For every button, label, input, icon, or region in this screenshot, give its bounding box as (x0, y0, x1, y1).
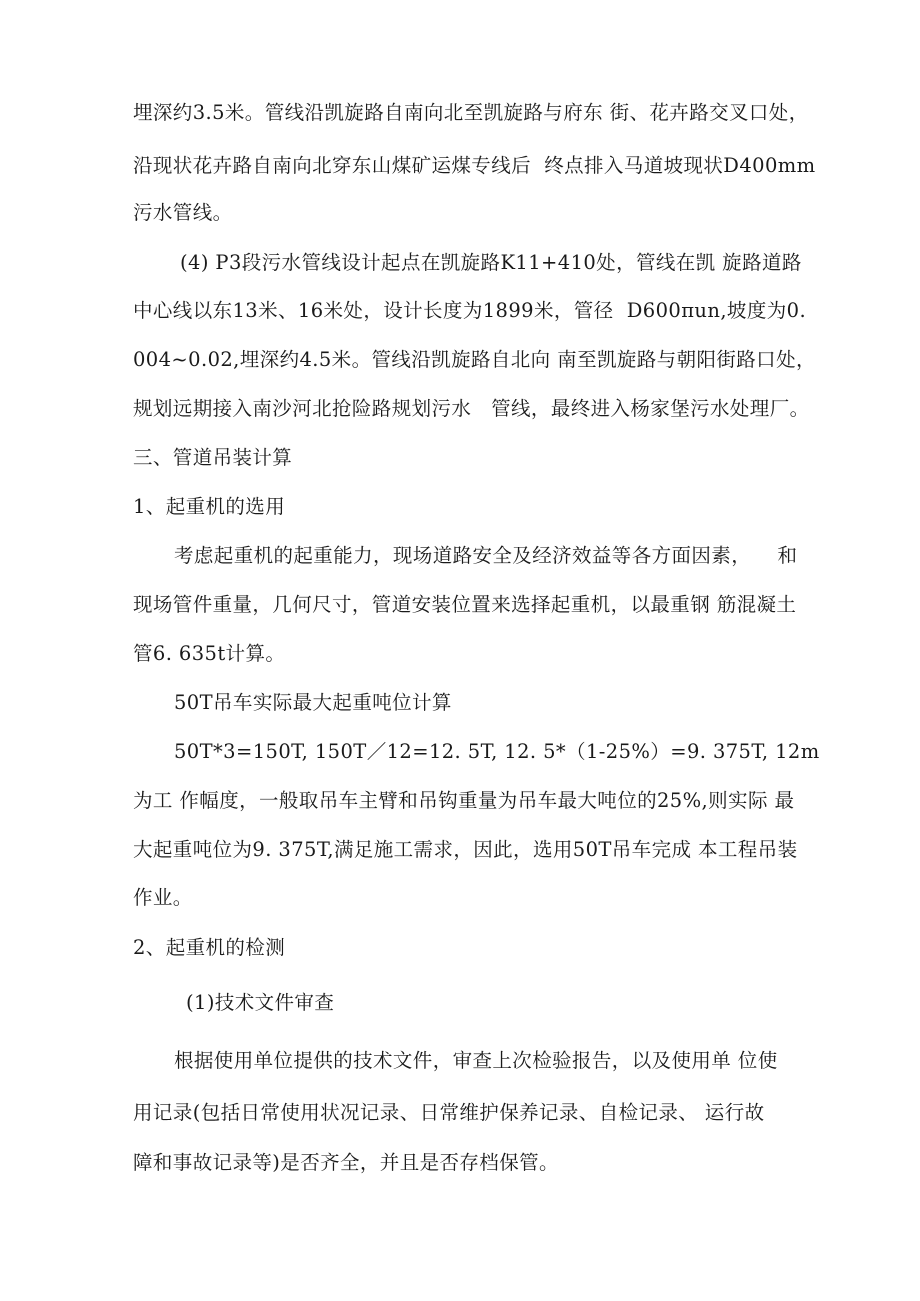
subsection-heading: (1)技术文件审查 (186, 991, 335, 1014)
paragraph-line: 根据使用单位提供的技术文件，审查上次检验报告，以及使用单 位使 (174, 1049, 778, 1072)
paragraph-line: 大起重吨位为9. 375T,满足施工需求，因此，选用50T吊车完成 本工程吊装 (133, 838, 798, 861)
paragraph-line: 沿现状花卉路自南向北穿东山煤矿运煤专线后 终点排入马道坡现状D400mm (133, 154, 816, 177)
paragraph-line: 为工 作幅度，一般取吊车主臂和吊钩重量为吊车最大吨位的25%,则实际 最 (133, 789, 795, 812)
paragraph-line: 考虑起重机的起重能力，现场道路安全及经济效益等各方面因素， 和 (174, 544, 798, 567)
paragraph-line: 现场管件重量，几何尺寸，管道安装位置来选择起重机，以最重钢 筋混凝土 (133, 593, 797, 616)
paragraph-line: 作业。 (133, 886, 193, 909)
paragraph-line: 用记录(包括日常使用状况记录、日常维护保养记录、自检记录、 运行故 (133, 1101, 765, 1124)
paragraph-line: 埋深约3.5米。管线沿凯旋路自南向北至凯旋路与府东 街、花卉路交叉口处， (133, 101, 809, 124)
section-heading: 三、管道吊装计算 (133, 446, 293, 469)
formula-line: 50T*3=150T, 150T／12=12. 5T, 12. 5*（1-25%）=9. 375T, 12m (174, 740, 820, 763)
paragraph-line: 50T吊车实际最大起重吨位计算 (174, 691, 452, 714)
subsection-heading: 1、起重机的选用 (133, 495, 286, 518)
paragraph-line: 污水管线。 (133, 201, 233, 224)
paragraph-line: (4) P3段污水管线设计起点在凯旋路K11+410处，管线在凯 旋路道路 (180, 251, 802, 274)
subsection-heading: 2、起重机的检测 (133, 936, 286, 959)
paragraph-line: 规划远期接入南沙河北抢险路规划污水 管线，最终进入杨家堡污水处理厂。 (133, 397, 810, 420)
paragraph-line: 障和事故记录等)是否齐全，并且是否存档保管。 (133, 1151, 559, 1174)
paragraph-line: 管6. 635t计算。 (133, 642, 286, 665)
paragraph-line: 中心线以东13米、16米处，设计长度为1899米，管径 D600πun,坡度为0. (133, 299, 807, 322)
paragraph-line: 004~0.02,埋深约4.5米。管线沿凯旋路自北向 南至凯旋路与朝阳街路口处， (133, 348, 816, 371)
